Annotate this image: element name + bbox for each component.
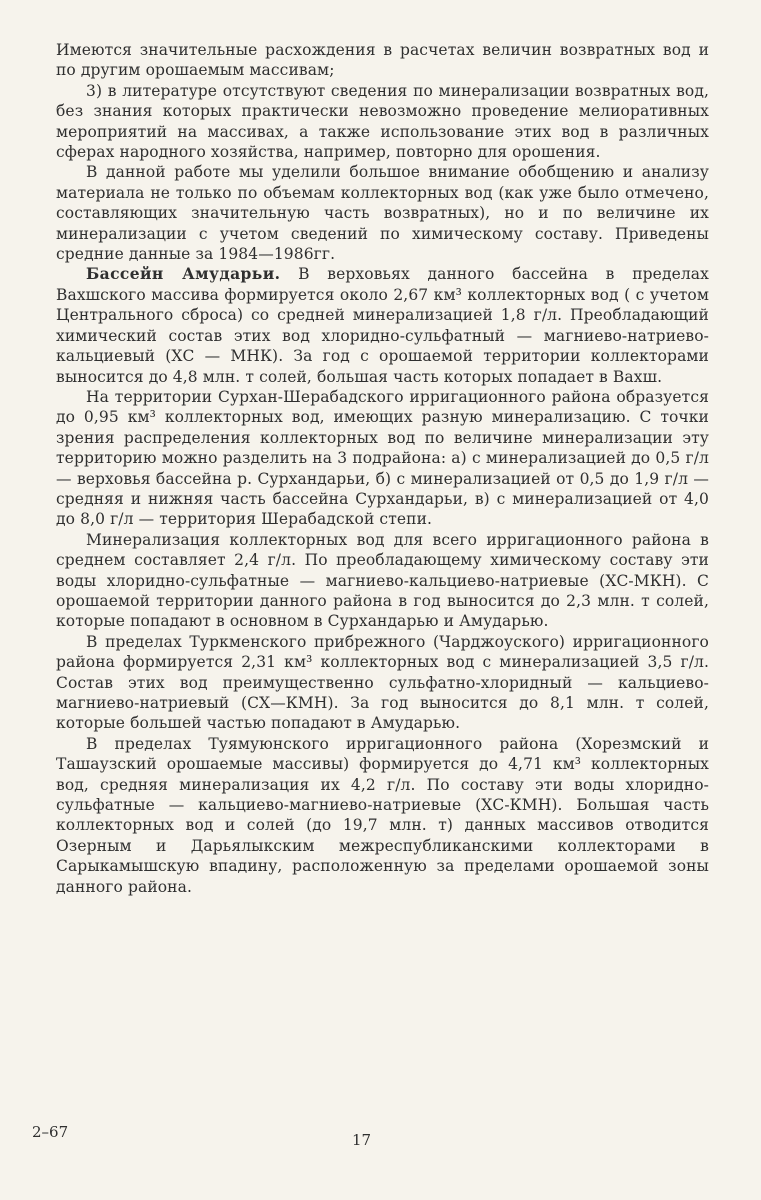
- paragraph-4-body: В верховьях данного бассейна в пределах Вахшского массива формируется около 2,67 км³ коллекторных вод ( с учетом Центрального сброса) со средней минерализацией 1,8 г/л. Преобладающий химический состав этих вод хлоридно-сульфатный — магниево-натриево-кальциевый (ХС — МНК). За год с орошаемой территории коллекторами выносится до 4,8 млн. т солей, большая часть которых попадает в Вахш.: [56, 265, 709, 386]
- paragraph-8: В пределах Туямуюнского ирригационного района (Хорезмский и Ташаузский орошаемые массивы) формируется до 4,71 км³ коллекторных вод, средняя минерализация их 4,2 г/л. По составу эти воды хлоридно-сульфатные — кальциево-магниево-натриевые (ХС-КМН). Большая часть коллекторных вод и солей (до 19,7 млн. т) данных массивов отводится Озерным и Дарьялыкским межреспубликанскими коллекторами в Сарыкамышскую впадину, расположенную за пределами орошаемой зоны данного района.: [56, 734, 709, 896]
- paragraph-1: Имеются значительные расхождения в расчетах величин возвратных вод и по другим орошаемым массивам;: [56, 41, 709, 80]
- paragraph-7: В пределах Туркменского прибрежного (Чарджоуского) ирригационного района формируется 2,31 км³ коллекторных вод с минерализацией 3,5 г/л. Состав этих вод преимущественно сульфатно-хлоридный — кальциево-магниево-натриевый (СХ—КМН). За год выносится до 8,1 млн. т солей, которые большей частью попадают в Амударью.: [56, 632, 709, 733]
- paragraph-6: Минерализация коллекторных вод для всего ирригационного района в среднем составляет 2,4 г/л. По преобладающему химическому составу эти воды хлоридно-сульфатные — магниево-кальциево-натриевые (ХС-МКН). С орошаемой территории данного района в год выносится до 2,3 млн. т солей, которые попадают в основном в Сурхандарью и Амударью.: [56, 530, 709, 631]
- signature-mark: 2–67: [32, 1123, 69, 1141]
- paragraph-2: 3) в литературе отсутствуют сведения по минерализации возвратных вод, без знания которых практически невозможно проведение мелиоративных мероприятий на массивах, а также использование этих вод в различных сферах народного хозяйства, например, повторно для орошения.: [56, 81, 709, 162]
- paragraph-5: На территории Сурхан-Шерабадского ирригационного района образуется до 0,95 км³ коллекторных вод, имеющих разную минерализацию. С точки зрения распределения коллекторных вод по величине минерализации эту территорию можно разделить на 3 подрайона: а) с минерализацией до 0,5 г/л — верховья бассейна р. Сурхандарьи, б) с минерализацией от 0,5 до 1,9 г/л — средняя и нижняя часть бассейна Сурхандарьи, в) с минерализацией от 4,0 до 8,0 г/л — территория Шерабадской степи.: [56, 387, 709, 529]
- page-content: [56, 40, 709, 897]
- paragraph-3: В данной работе мы уделили большое внимание обобщению и анализу материала не только по объемам коллекторных вод (как уже было отмечено, составляющих значительную часть возвратных), но и по величине их минерализации с учетом сведений по химическому составу. Приведены средние данные за 1984—1986гг.: [56, 163, 709, 264]
- paragraph-4: [56, 264, 709, 386]
- page-footer: [32, 1117, 722, 1147]
- section-heading-amudarya: Бассейн Амударьи.: [86, 264, 281, 284]
- page-number: 17: [352, 1131, 372, 1149]
